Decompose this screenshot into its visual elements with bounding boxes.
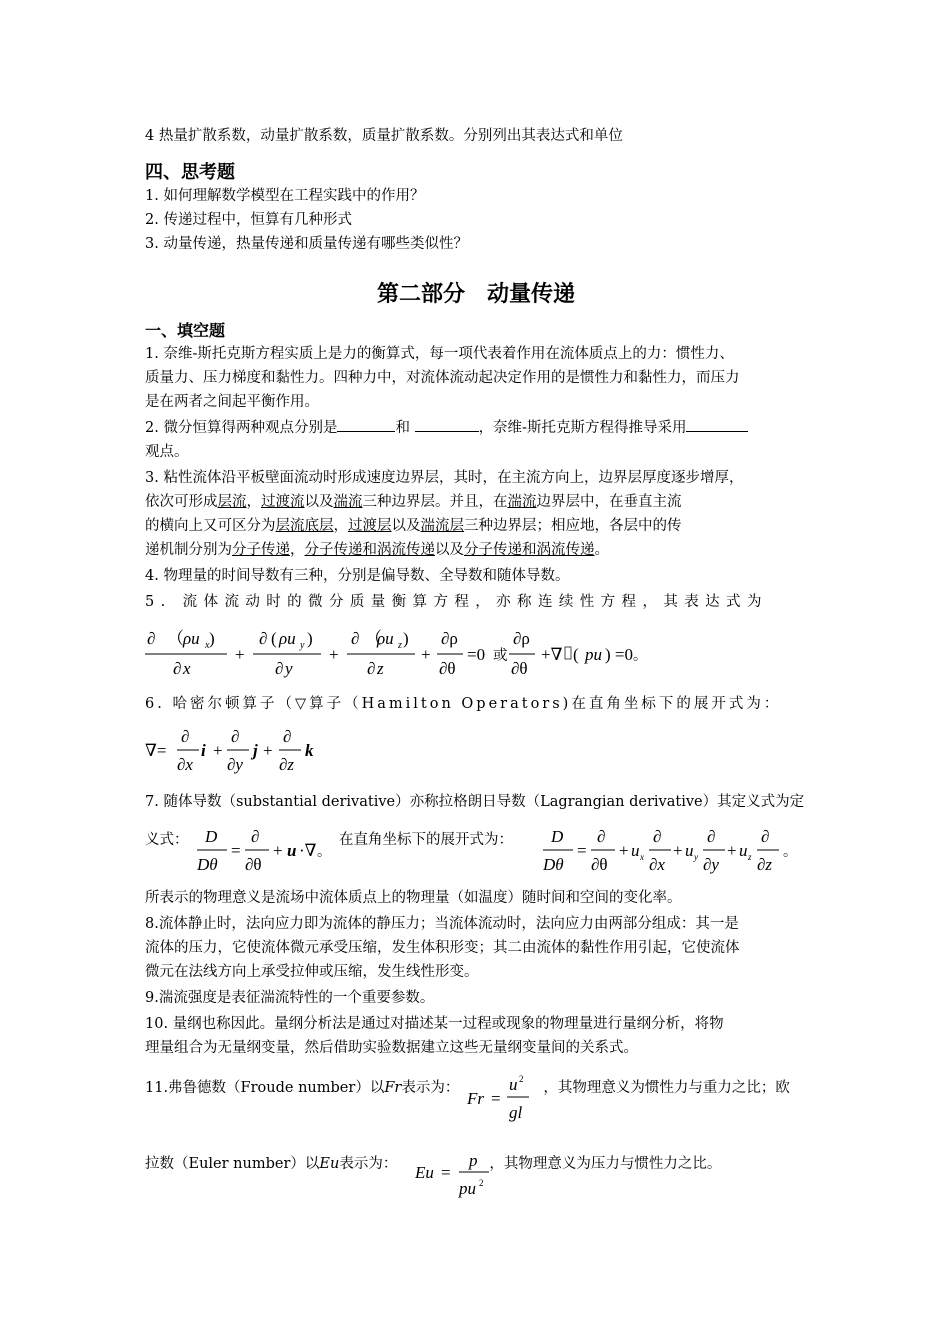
svg-text:): ): [307, 629, 313, 648]
svg-text:y: y: [300, 640, 305, 651]
svg-text:∂z: ∂z: [279, 755, 295, 774]
q3-answer-sublayer: 层流底层: [275, 518, 334, 534]
q3-answer-laminar: 层流: [217, 494, 247, 510]
q3-answer-turbulent: 湍流: [333, 494, 363, 510]
svg-text:): ): [209, 629, 215, 648]
q2-line1: [145, 416, 807, 440]
svg-text:=: =: [491, 1089, 501, 1108]
svg-text:2: 2: [519, 1074, 524, 1084]
euler-formula: [413, 1148, 503, 1206]
svg-text:gl: gl: [509, 1103, 523, 1122]
svg-text:k: k: [305, 741, 314, 760]
section4-item2: 2. 传递过程中，恒算有几种形式: [145, 212, 352, 228]
q3-text: 边界层中，在垂直主流: [536, 494, 682, 510]
q12-text: ，其物理意义为压力与惯性力之比。: [489, 1156, 722, 1172]
q3-text: ，: [246, 494, 261, 510]
svg-text:∂: ∂: [173, 659, 182, 678]
svg-text:pu: pu: [459, 1179, 476, 1198]
svg-text:∂θ: ∂θ: [439, 659, 456, 678]
svg-text:x: x: [183, 659, 191, 678]
q2-line2: 观点。: [145, 444, 189, 460]
svg-text:∂: ∂: [653, 827, 662, 846]
svg-text:=: =: [231, 841, 241, 860]
svg-text:i: i: [201, 741, 206, 760]
svg-text:z: z: [377, 659, 384, 678]
q3-text: 三种边界层。并且，在: [362, 494, 508, 510]
svg-text:。: 。: [783, 845, 797, 860]
svg-text:z: z: [398, 640, 402, 651]
q3-text: 以及: [304, 494, 334, 510]
q3-text: ，: [333, 518, 348, 534]
substantial-derivative-expansion: [543, 820, 807, 878]
q7-line1: 7. 随体导数（substantial derivative）亦称拉格朗日导数（Lagrangian derivative）其定义式为定: [145, 794, 805, 810]
q5-or: 或: [493, 648, 508, 664]
q1-line2: 质量力、压力梯度和黏性力。四种力中，对流体流动起决定作用的是惯性力和黏性力，而压力: [145, 370, 740, 386]
svg-text:+: +: [213, 741, 223, 760]
svg-text:∂x: ∂x: [177, 755, 193, 774]
q3-answer-mixed-1: 分子传递和涡流传递: [304, 542, 435, 558]
q1-line3: 是在两者之间起平衡作用。: [145, 394, 319, 410]
svg-text:ρu: ρu: [183, 629, 200, 648]
svg-text:+: +: [727, 841, 737, 860]
q3-answer-molecular: 分子传递: [232, 542, 290, 558]
svg-text:+: +: [273, 841, 283, 860]
svg-text:j: j: [253, 741, 258, 760]
substantial-derivative-definition: [197, 820, 347, 878]
svg-text:Dθ: Dθ: [543, 855, 564, 874]
svg-text:。: 。: [317, 845, 331, 860]
q6-text: 6. 哈密尔顿算子（▽算子（Hamilton Operators)在直角坐标下的展开式为：: [145, 696, 782, 712]
svg-text:(: (: [271, 629, 277, 648]
svg-text:(: (: [573, 645, 579, 664]
q3-answer-buffer: 过渡层: [348, 518, 392, 534]
q7-def-label: 义式：: [145, 832, 189, 848]
svg-text:Fr: Fr: [467, 1089, 484, 1108]
euler-symbol: Eu: [319, 1156, 340, 1172]
svg-text:=0: =0: [467, 645, 486, 664]
q12-text: 拉数（Euler number）以: [145, 1156, 320, 1172]
svg-text:+: +: [421, 645, 431, 664]
svg-text:x: x: [205, 640, 210, 651]
svg-text:2: 2: [479, 1178, 484, 1188]
q3-text: 以及: [391, 518, 421, 534]
q4-text: 4. 物理量的时间导数有三种，分别是偏导数、全导数和随体导数。: [145, 568, 570, 584]
svg-text:u: u: [739, 841, 748, 860]
q2-text-a: 2. 微分恒算得两种观点分别是: [145, 420, 338, 436]
svg-text:p: p: [469, 1151, 478, 1170]
q2-text-c: ，奈维-斯托克斯方程得推导采用: [478, 420, 687, 436]
svg-text:∂: ∂: [761, 827, 770, 846]
q2-blank-1: [337, 416, 395, 432]
svg-text:D: D: [551, 827, 564, 846]
q8-line2: 流体的压力，它使流体微元承受压缩，发生体积形变；其二由流体的黏性作用引起，它使流体: [145, 940, 740, 956]
q3-text: 。: [594, 542, 609, 558]
q3-line4: [145, 538, 807, 562]
section4-item3: 3. 动量传递，热量传递和质量传递有哪些类似性？: [145, 236, 468, 252]
svg-text:D: D: [205, 827, 218, 846]
q11-text: 11.弗鲁德数（Froude number）以: [145, 1080, 385, 1096]
q3-answer-transition: 过渡流: [261, 494, 305, 510]
svg-text:y: y: [285, 659, 293, 678]
svg-text:u: u: [287, 841, 297, 860]
svg-text:=: =: [577, 841, 587, 860]
svg-text:∂θ: ∂θ: [591, 855, 608, 874]
q8-line1: 8.流体静止时，法向应力即为流体的静压力；当流体流动时，法向应力由两部分组成：其一是: [145, 916, 739, 932]
svg-text:∂θ: ∂θ: [511, 659, 528, 678]
q3-answer-turbulent-layer: 湍流层: [420, 518, 464, 534]
svg-text:=: =: [441, 1163, 451, 1182]
svg-text:∂x: ∂x: [649, 855, 665, 874]
svg-text:+∇: +∇: [541, 645, 563, 664]
svg-text:u: u: [631, 841, 640, 860]
svg-text:。: 。: [633, 649, 647, 664]
q11-text: ，其物理意义为惯性力与重力之比；欧: [543, 1080, 790, 1096]
svg-text:u: u: [685, 841, 694, 860]
svg-text:∂y: ∂y: [227, 755, 243, 774]
svg-text:z: z: [748, 852, 752, 862]
svg-text:∂: ∂: [275, 659, 284, 678]
svg-text:∂: ∂: [707, 827, 716, 846]
svg-text:∂: ∂: [597, 827, 606, 846]
q12-text: 表示为：: [339, 1156, 398, 1172]
q3-answer-turbulent-2: 湍流: [507, 494, 537, 510]
svg-text:∂: ∂: [283, 727, 292, 746]
q7-expansion-label: 在直角坐标下的展开式为：: [339, 832, 513, 848]
svg-text:Dθ: Dθ: [197, 855, 218, 874]
svg-text:+: +: [329, 645, 339, 664]
svg-text:): ): [403, 629, 409, 648]
q3-text: 递机制分别为: [145, 542, 232, 558]
svg-text:ρu: ρu: [279, 629, 296, 648]
q3-line3: [145, 514, 807, 538]
section4-heading: 四、思考题: [145, 162, 235, 183]
svg-text:∂ρ: ∂ρ: [513, 629, 530, 648]
svg-text:（: （: [167, 629, 184, 648]
q2-text-b: 和: [395, 420, 410, 436]
q3-text: ，: [290, 542, 305, 558]
svg-text:pu: pu: [585, 645, 602, 664]
section3-item4: 4 热量扩散系数，动量扩散系数，质量扩散系数。分别列出其表达式和单位: [145, 128, 623, 144]
svg-text:∂: ∂: [367, 659, 376, 678]
q10-line2: 理量组合为无量纲变量，然后借助实验数据建立这些无量纲变量间的关系式。: [145, 1040, 638, 1056]
q3-text: 以及: [435, 542, 464, 558]
svg-text:（: （: [365, 629, 382, 648]
svg-text:ρu: ρu: [377, 629, 394, 648]
q3-text: 三种边界层；相应地，各层中的传: [464, 518, 682, 534]
q10-line1: 10. 量纲也称因此。量纲分析法是通过对描述某一过程或现象的物理量进行量纲分析，将物: [145, 1016, 724, 1032]
svg-text:+: +: [263, 741, 273, 760]
continuity-equation: [145, 620, 807, 682]
q7-line3: 所表示的物理意义是流场中流体质点上的物理量（如温度）随时间和空间的变化率。: [145, 890, 682, 906]
q8-line3: 微元在法线方向上承受拉伸或压缩，发生线性形变。: [145, 964, 479, 980]
q11-text: 表示为：: [401, 1080, 460, 1096]
svg-text:·∇: ·∇: [299, 841, 317, 860]
svg-text:∂ρ: ∂ρ: [441, 629, 458, 648]
svg-text:∂θ: ∂θ: [245, 855, 262, 874]
froude-formula: [463, 1070, 553, 1128]
svg-text:+: +: [235, 645, 245, 664]
svg-text:∂y: ∂y: [703, 855, 719, 874]
q9-text: 9.湍流强度是表征湍流特性的一个重要参数。: [145, 990, 435, 1006]
q3-text: 的横向上又可区分为: [145, 518, 276, 534]
part2-title: 第二部分 动量传递: [376, 282, 575, 307]
q5-text: 5. 流体流动时的微分质量衡算方程，亦称连续性方程，其表达式为: [145, 594, 768, 610]
svg-text:+: +: [619, 841, 629, 860]
froude-symbol: Fr: [384, 1080, 402, 1096]
q3-line2: [145, 490, 807, 514]
svg-text:y: y: [694, 852, 698, 862]
svg-text:∂: ∂: [251, 827, 260, 846]
q3-text: 依次可形成: [145, 494, 218, 510]
svg-text:∂: ∂: [259, 629, 268, 648]
svg-text:x: x: [640, 852, 644, 862]
q3-answer-mixed-2: 分子传递和涡流传递: [464, 542, 595, 558]
section4-item1: 1. 如何理解数学模型在工程实践中的作用？: [145, 188, 425, 204]
svg-text:∂z: ∂z: [757, 855, 773, 874]
svg-text:Eu: Eu: [415, 1163, 434, 1182]
nabla-expansion: [145, 722, 445, 780]
q1-line1: 1. 奈维-斯托克斯方程实质上是力的衡算式，每一项代表着作用在流体质点上的力：惯性力、: [145, 346, 734, 362]
svg-text:+: +: [673, 841, 683, 860]
q2-blank-3: [686, 416, 748, 432]
q2-blank-2: [415, 416, 479, 432]
svg-text:∂: ∂: [181, 727, 190, 746]
svg-text:∂: ∂: [231, 727, 240, 746]
svg-text:) =0: ) =0: [605, 645, 633, 664]
svg-text:∂: ∂: [351, 629, 360, 648]
q3-line1: 3. 粘性流体沿平板壁面流动时形成速度边界层，其时，在主流方向上，边界层厚度逐步增厚，: [145, 470, 744, 486]
svg-text:u: u: [509, 1075, 518, 1094]
svg-text:∇=: ∇=: [145, 741, 167, 760]
svg-text:∂: ∂: [147, 629, 156, 648]
fill-heading: 一、填空题: [145, 321, 226, 340]
